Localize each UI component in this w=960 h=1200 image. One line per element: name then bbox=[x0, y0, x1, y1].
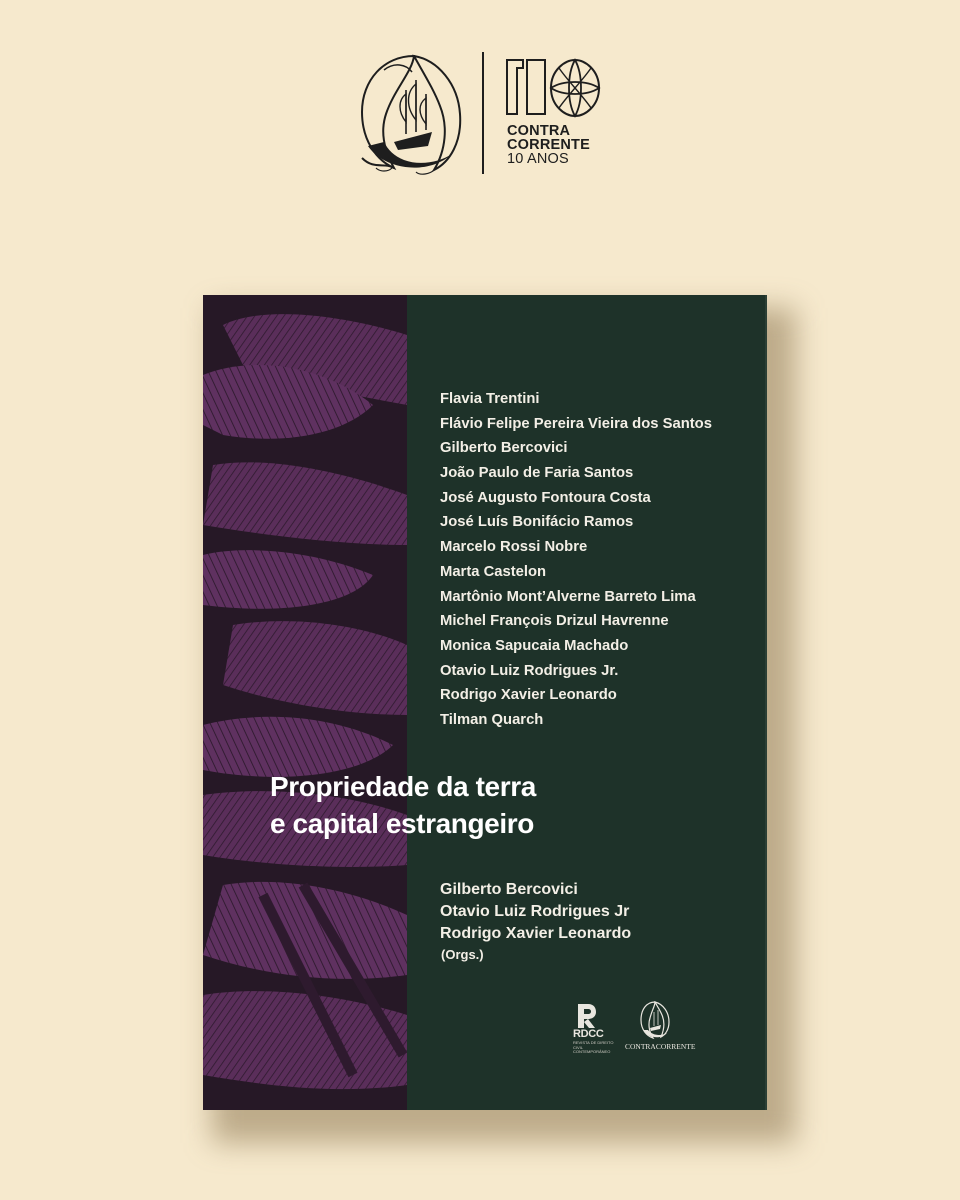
author-name: Otavio Luiz Rodrigues Jr. bbox=[440, 662, 619, 679]
author-name: João Paulo de Faria Santos bbox=[440, 465, 634, 482]
rdcc-mark-icon bbox=[576, 1002, 598, 1030]
book-title bbox=[270, 768, 536, 842]
brand-header bbox=[0, 0, 960, 230]
authors-list bbox=[440, 387, 712, 733]
anniversary-line2: CORRENTE bbox=[507, 137, 590, 153]
book-cover bbox=[203, 295, 767, 1110]
author-name: Flavia Trentini bbox=[440, 391, 540, 407]
anniversary-line1: CONTRA bbox=[507, 123, 571, 139]
author-name: Marcelo Rossi Nobre bbox=[440, 539, 588, 556]
contracorrente-label: CONTRACORRENTE bbox=[625, 1042, 696, 1051]
organizer-name: Rodrigo Xavier Leonardo bbox=[440, 925, 632, 942]
book-title-line2: e capital estrangeiro bbox=[270, 808, 534, 839]
rdcc-subtitle: REVISTA DE DIREITO CIVIL CONTEMPORÂNEO bbox=[573, 1040, 614, 1054]
ten-years-mark-icon bbox=[505, 58, 605, 118]
header-divider bbox=[482, 52, 484, 174]
contracorrente-logo bbox=[625, 1000, 696, 1056]
anniversary-text bbox=[507, 124, 590, 166]
author-name: José Luís Bonifácio Ramos bbox=[440, 514, 634, 531]
ship-wave-small-icon bbox=[639, 1000, 671, 1040]
author-name: José Augusto Fontoura Costa bbox=[440, 489, 651, 506]
author-name: Tilman Quarch bbox=[440, 711, 544, 728]
author-name: Monica Sapucaia Machado bbox=[440, 637, 629, 654]
author-name: Marta Castelon bbox=[440, 563, 547, 580]
woodcut-artwork-panel bbox=[203, 295, 407, 1110]
author-name: Flávio Felipe Pereira Vieira dos Santos bbox=[440, 415, 712, 432]
rdcc-label: RDCC bbox=[573, 1028, 604, 1040]
author-name: Michel François Drizul Havrenne bbox=[440, 613, 669, 630]
author-name: Rodrigo Xavier Leonardo bbox=[440, 687, 617, 704]
organizer-name: Otavio Luiz Rodrigues Jr bbox=[440, 903, 630, 920]
publisher-logos bbox=[573, 1000, 713, 1060]
rdcc-logo bbox=[573, 1000, 613, 1054]
anniversary-logo bbox=[505, 58, 615, 178]
author-name: Martônio Mont’Alverne Barreto Lima bbox=[440, 588, 696, 605]
book-title-line1: Propriedade da terra bbox=[270, 771, 536, 802]
woodcut-artwork-icon bbox=[203, 295, 407, 1110]
author-name: Gilberto Bercovici bbox=[440, 440, 568, 457]
organizers-label: (Orgs.) bbox=[441, 947, 484, 962]
ship-wave-logo-icon bbox=[354, 50, 472, 176]
cover-edge bbox=[765, 295, 767, 1110]
anniversary-line3: 10 ANOS bbox=[507, 151, 569, 167]
organizer-name: Gilberto Bercovici bbox=[440, 881, 578, 898]
organizers-list bbox=[440, 879, 631, 965]
